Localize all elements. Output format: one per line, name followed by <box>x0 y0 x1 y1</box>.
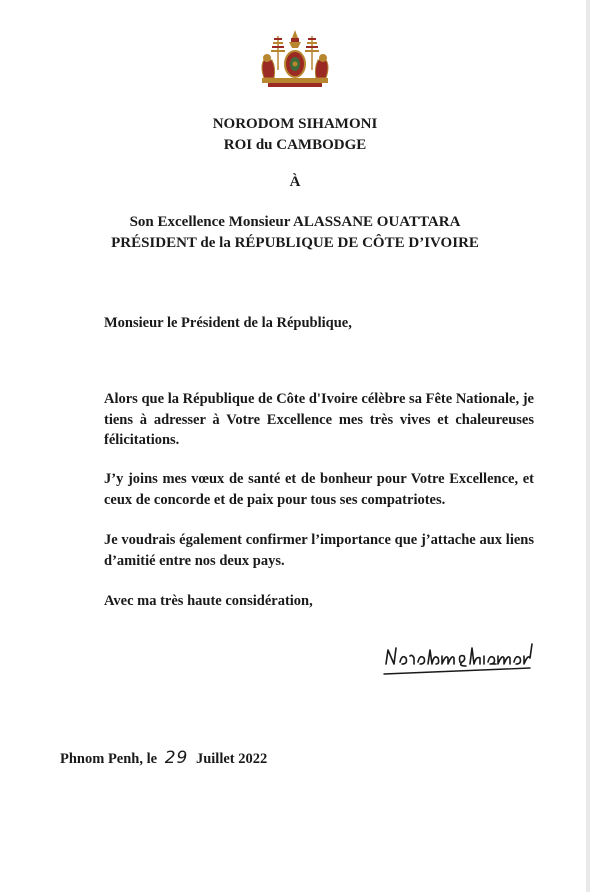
royal-coat-of-arms-icon <box>254 30 336 90</box>
sender-title: ROI du CAMBODGE <box>223 137 367 153</box>
recipient-line-2: PRÉSIDENT de la RÉPUBLIQUE DE CÔTE D’IVOIRE <box>111 235 479 251</box>
recipient-line-1: Son Excellence Monsieur ALASSANE OUATTARA <box>129 214 461 230</box>
salutation: Monsieur le Président de la République, <box>104 315 352 331</box>
handwritten-signature-icon <box>380 634 540 684</box>
closing-formula: Avec ma très haute considération, <box>104 593 313 609</box>
sender-name: NORODOM SIHAMONI <box>212 116 378 132</box>
paragraph-1: Alors que la République de Côte d'Ivoire célèbre sa Fête Nationale, je tiens à adresser à Votre Excellence mes très vives et chaleureuses félicitations. <box>104 391 534 448</box>
addressee-marker: À <box>289 174 301 190</box>
paragraph-3: Je voudrais également confirmer l’importance que j’attache aux liens d’amitié entre nos deux pays. <box>104 532 534 569</box>
date-line <box>60 748 267 769</box>
date-month-year: Juillet 2022 <box>195 751 268 767</box>
sender-block <box>0 114 590 156</box>
date-place: Phnom Penh, le <box>60 751 158 767</box>
date-day-handwritten: 29 <box>164 748 189 768</box>
paragraph-2: J’y joins mes vœux de santé et de bonheur pour Votre Excellence, et ceux de concorde et de paix pour tous ses compatriotes. <box>104 471 534 508</box>
recipient-block <box>0 212 590 254</box>
